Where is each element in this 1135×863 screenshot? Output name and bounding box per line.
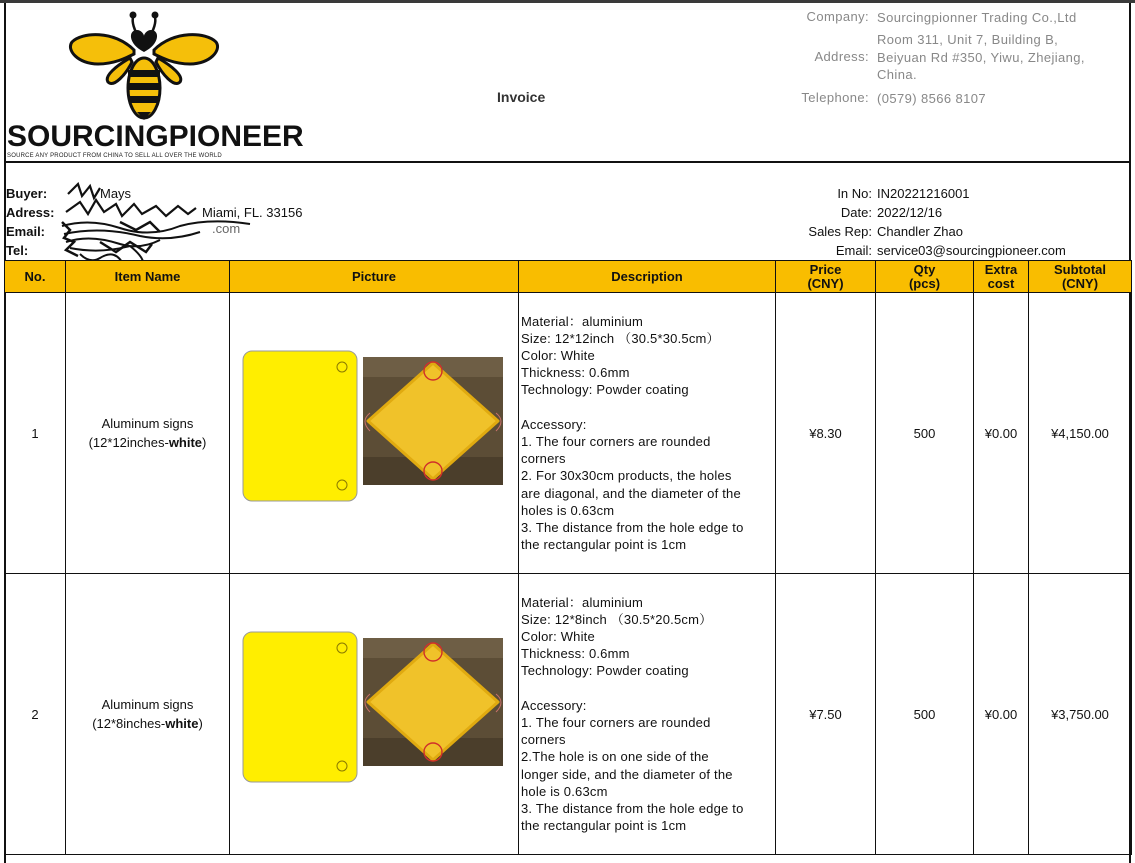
address-label: Address:	[814, 49, 869, 64]
col-qty-line: (pcs)	[908, 275, 941, 291]
item-name-line: Aluminum signs	[101, 697, 194, 712]
description-line: Accessory:	[521, 416, 587, 432]
sales-rep-label: Sales Rep:	[808, 224, 872, 239]
invoice-number: IN20221216001	[877, 186, 970, 201]
col-price-line: (CNY)	[807, 275, 844, 291]
description-line: Technology: Powder coating	[521, 663, 689, 679]
telephone-label: Telephone:	[801, 90, 869, 105]
rep-email-label: Email:	[835, 243, 872, 258]
description-line: 2. For 30x30cm products, the holes	[521, 468, 732, 484]
item-close: )	[198, 716, 203, 731]
address-label: Adress:	[6, 205, 55, 220]
table-row	[5, 574, 1132, 855]
description-line: 1. The four corners are rounded	[521, 434, 711, 449]
row-no: 1	[5, 293, 66, 574]
address-line: Room 311, Unit 7, Building B,	[877, 32, 1059, 47]
col-extra	[974, 261, 1029, 293]
table-row	[5, 293, 1132, 574]
address-value: Miami, FL. 33156	[202, 205, 303, 220]
row-extra: ¥0.00	[974, 293, 1029, 574]
brand-name: SOURCINGPIONEER	[7, 120, 304, 153]
description-line: 3. The distance from the hole edge to	[521, 520, 744, 536]
description-line: Thickness: 0.6mm	[521, 646, 630, 662]
table-header-row	[5, 261, 1132, 293]
row-qty: 500	[876, 293, 974, 574]
company-label: Company:	[806, 9, 869, 24]
buyer-label: Buyer:	[6, 186, 48, 201]
address-lines	[877, 31, 1127, 84]
address-line: Beiyuan Rd #350, Yiwu, Zhejiang,	[877, 49, 1085, 65]
description-line: Accessory:	[521, 697, 587, 713]
col-description: Description	[519, 261, 776, 293]
rep-email: service03@sourcingpioneer.com	[877, 243, 1066, 258]
description-line: holes is 0.63cm	[521, 502, 615, 518]
invoice-header	[4, 3, 1131, 163]
row-price: ¥8.30	[776, 293, 876, 574]
row-qty: 500	[876, 574, 974, 855]
description-line	[521, 680, 775, 697]
product-images	[230, 574, 518, 854]
row-extra: ¥0.00	[974, 574, 1029, 855]
description-line: Color: White	[521, 628, 595, 644]
row-picture	[230, 293, 519, 574]
col-subtotal-line: Subtotal	[1054, 261, 1106, 277]
col-qty-line: Qty	[913, 261, 936, 277]
item-name-line	[66, 714, 229, 733]
description-line: the rectangular point is 1cm	[521, 537, 687, 553]
description-line: longer side, and the diameter of the	[521, 766, 733, 782]
product-photo-icon	[230, 574, 518, 854]
col-picture: Picture	[230, 261, 519, 293]
description-line: Size: 12*8inch （30.5*20.5cm）	[521, 611, 713, 627]
item-name-line: Aluminum signs	[101, 416, 194, 431]
items-table	[4, 260, 1132, 855]
row-item-name	[66, 293, 230, 574]
item-size: (12*12inches-	[88, 435, 169, 450]
description-line: are diagonal, and the diameter of the	[521, 485, 741, 501]
company-value: Sourcingpionner Trading Co.,Ltd	[877, 10, 1077, 25]
brand-tagline: SOURCE ANY PRODUCT FROM CHINA TO SELL ALL OVER THE WORLD	[7, 153, 222, 159]
row-item-name	[66, 574, 230, 855]
col-extra-line: Extra	[984, 261, 1018, 277]
tel-label: Tel:	[6, 243, 29, 258]
buyer-value: Mays	[100, 186, 132, 201]
description-line: hole is 0.63cm	[521, 783, 608, 799]
col-price-line: Price	[809, 261, 842, 277]
description-line: Color: White	[521, 347, 595, 363]
email-label: Email:	[6, 224, 46, 239]
col-price	[776, 261, 876, 293]
row-subtotal: ¥3,750.00	[1029, 574, 1132, 855]
description-line: Size: 12*12inch （30.5*30.5cm）	[521, 330, 720, 346]
sales-rep: Chandler Zhao	[877, 224, 963, 239]
row-price: ¥7.50	[776, 574, 876, 855]
row-picture	[230, 574, 519, 855]
description-line: Technology: Powder coating	[521, 382, 689, 398]
invoice-number-label: In No:	[837, 186, 872, 201]
row-subtotal: ¥4,150.00	[1029, 293, 1132, 574]
item-size: (12*8inches-	[92, 716, 166, 731]
col-item-name: Item Name	[66, 261, 230, 293]
description-line: corners	[521, 732, 566, 748]
company-info	[4, 3, 1131, 163]
description-line: Material：aluminium	[521, 594, 644, 610]
description-line	[521, 399, 775, 416]
description-line: 3. The distance from the hole edge to	[521, 801, 744, 817]
col-qty	[876, 261, 974, 293]
item-color: white	[165, 716, 199, 731]
description-line: Material：aluminium	[521, 313, 644, 329]
col-subtotal	[1029, 261, 1132, 293]
description-line: the rectangular point is 1cm	[521, 818, 687, 834]
row-description	[519, 574, 776, 855]
item-close: )	[202, 435, 207, 450]
col-subtotal-line: (CNY)	[1061, 275, 1099, 291]
item-name-line	[66, 433, 229, 452]
description-line: 1. The four corners are rounded	[521, 715, 711, 730]
address-line: China.	[877, 67, 917, 82]
telephone-value: (0579) 8566 8107	[877, 91, 987, 106]
row-description	[519, 293, 776, 574]
description-line: corners	[521, 451, 566, 467]
invoice-date: 2022/12/16	[877, 205, 943, 220]
description-line: Thickness: 0.6mm	[521, 365, 630, 381]
item-color: white	[168, 435, 203, 450]
product-images	[230, 293, 518, 573]
document-title: Invoice	[497, 89, 546, 105]
description-line: 2.The hole is on one side of the	[521, 749, 709, 765]
product-photo-icon	[230, 293, 518, 573]
row-no: 2	[5, 574, 66, 855]
date-label: Date:	[840, 205, 872, 220]
col-no: No.	[5, 261, 66, 293]
email-value: .com	[212, 221, 241, 236]
col-extra-line: cost	[987, 275, 1015, 291]
